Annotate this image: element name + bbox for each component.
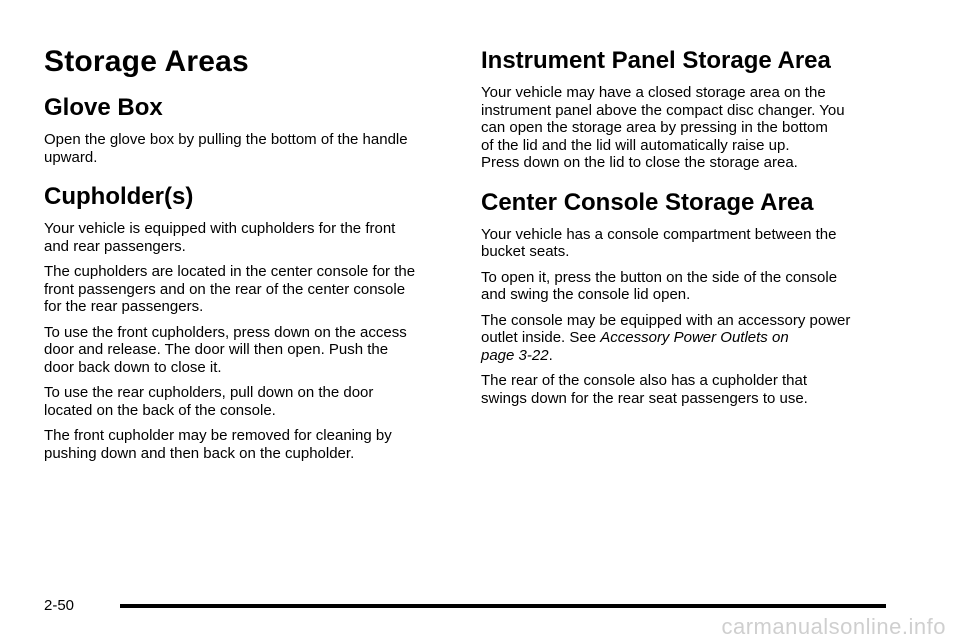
right-column (481, 40, 901, 423)
cupholders-section (44, 182, 464, 462)
reference-prefix: The console may be equipped with an accessory power outlet inside. See (481, 311, 851, 346)
center-console-paragraph-with-reference (481, 312, 901, 365)
left-column (44, 40, 464, 478)
center-console-heading: Center Console Storage Area (481, 188, 814, 216)
page-title: Storage Areas (44, 45, 249, 78)
cupholders-paragraph: To use the rear cupholders, pull down on the door located on the back of the console. (44, 384, 374, 419)
reference-suffix: . (548, 346, 553, 364)
page-number: 2-50 (44, 597, 75, 614)
center-console-section (481, 188, 901, 408)
center-console-paragraph: To open it, press the button on the side of the console and swing the console lid open. (481, 268, 838, 303)
glove-box-heading: Glove Box (44, 94, 163, 121)
instrument-panel-paragraph: Your vehicle may have a closed storage area on the instrument panel above the compact disc changer. You can open the storage area by pressing in the bottom of the lid and the lid will automatically raise up. Press down on the lid to close the storage area. (481, 84, 845, 171)
instrument-panel-section (481, 46, 901, 172)
accessory-power-outlets-reference-link[interactable]: Accessory Power Outlets on page 3-22 (481, 329, 789, 364)
cupholders-paragraph: To use the front cupholders, press down on the access door and release. The door will then open. Push the door back down to close it. (44, 323, 407, 376)
glove-box-paragraph: Open the glove box by pulling the bottom of the handle upward. (44, 131, 408, 166)
watermark: carmanualsonline.info (721, 614, 946, 639)
center-console-paragraph: Your vehicle has a console compartment between the bucket seats. (481, 225, 837, 260)
glove-box-section (44, 93, 464, 166)
instrument-panel-heading: Instrument Panel Storage Area (481, 47, 831, 74)
center-console-paragraph: The rear of the console also has a cupholder that swings down for the rear seat passengers to use. (481, 372, 808, 407)
footer-divider (120, 604, 886, 608)
cupholders-paragraph: The cupholders are located in the center console for the front passengers and on the rear of the center console for the rear passengers. (44, 263, 416, 315)
cupholders-heading: Cupholder(s) (44, 183, 194, 210)
cupholders-paragraph: Your vehicle is equipped with cupholders for the front and rear passengers. (44, 220, 396, 255)
cupholders-paragraph: The front cupholder may be removed for cleaning by pushing down and then back on the cupholder. (44, 427, 392, 462)
